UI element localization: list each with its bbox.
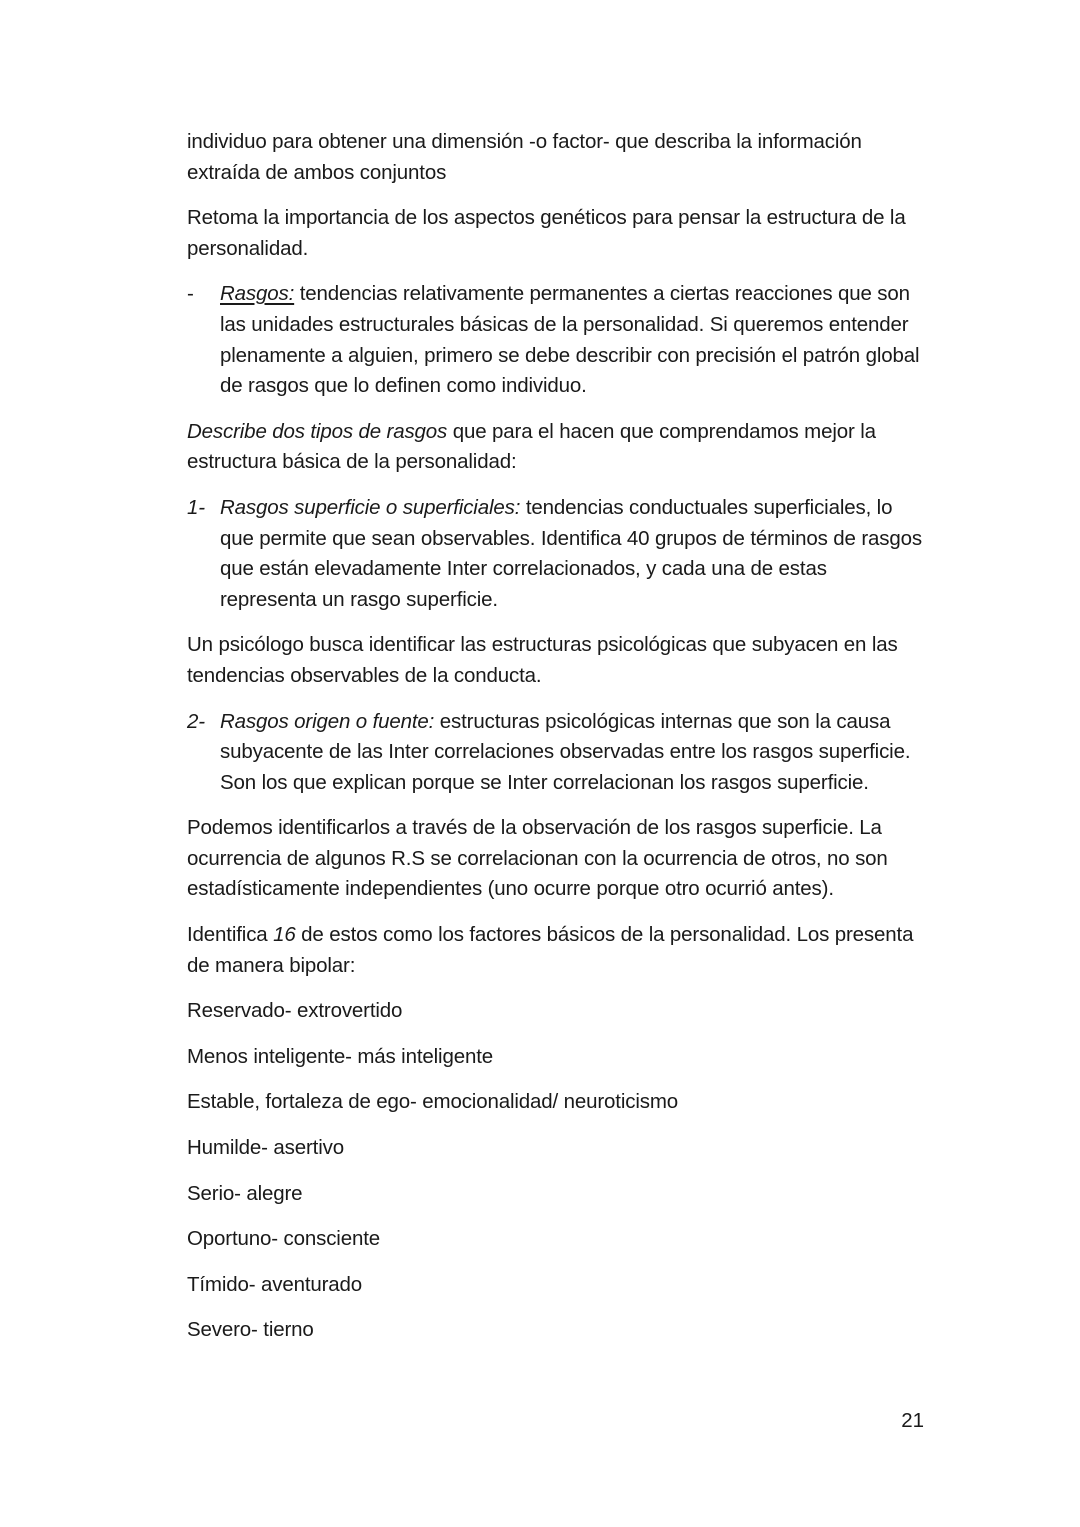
two-trait-types-text: que para el hacen que comprendamos mejor la estructura básica de la personalidad: [187, 419, 876, 474]
numbered-item-surface-traits [187, 493, 927, 615]
factor-item: Tímido- aventurado [187, 1272, 363, 1296]
factor-item: Menos inteligente- más inteligente [187, 1044, 493, 1068]
surface-traits-text: tendencias conductuales superficiales, lo que permite que sean observables. Identifica 40 grupos de términos de rasgos que están elevadamente Inter correlacionados, y cada una de estas representa un rasgo superficie. [220, 495, 922, 611]
number-marker-2: 2- [187, 709, 205, 733]
bullet-dash-marker: - [187, 282, 194, 306]
factor-item: Oportuno- consciente [187, 1227, 381, 1251]
term-surface-traits: Rasgos superficie o superficiales: [220, 495, 521, 519]
sixteen-factors-text: de estos como los factores básicos de la personalidad. Los presenta de manera bipolar: [187, 923, 914, 977]
paragraph-two-trait-types [187, 417, 927, 478]
factor-item: Estable, fortaleza de ego- emocionalidad/ neuroticismo [187, 1090, 679, 1114]
numbered-item-source-traits [187, 707, 927, 799]
number-marker-1: 1- [187, 495, 205, 519]
term-source-traits: Rasgos origen o fuente: [220, 709, 435, 733]
bipolar-factor-list [187, 996, 927, 1346]
factor-item: Serio- alegre [187, 1181, 303, 1205]
sixteen-number: 16 [273, 923, 296, 947]
rasgos-definition-text: tendencias relativamente permanentes a ciertas reacciones que son las unidades estructurales básicas de la personalidad. Si queremos entender plenamente a alguien, primero se debe describir con precisión el patrón global de rasgos que lo definen como individuo. [220, 282, 920, 398]
source-traits-text: estructuras psicológicas internas que son la causa subyacente de las Inter correlaciones observadas entre los rasgos superficie. Son los que explican porque se Inter correlacionan los rasgos superficie. [220, 709, 911, 794]
page-number: 21 [901, 1409, 924, 1432]
paragraph-sixteen-factors [187, 920, 927, 981]
paragraph-genetic-aspects: Retoma la importancia de los aspectos genéticos para pensar la estructura de la personalidad. [187, 206, 906, 260]
factor-item: Severo- tierno [187, 1318, 314, 1342]
paragraph-identification: Podemos identificarlos a través de la observación de los rasgos superficie. La ocurrencia de algunos R.S se correlacionan con la ocurrencia de otros, no son estadísticamente independientes (uno ocurre porque otro ocurrió antes). [187, 816, 888, 901]
two-trait-types-emphasis: Describe dos tipos de rasgos [187, 419, 448, 443]
document-page [187, 127, 927, 1361]
sixteen-factors-lead: Identifica [187, 923, 274, 947]
bullet-rasgos-definition [187, 279, 927, 401]
paragraph-psychologist-goal: Un psicólogo busca identificar las estructuras psicológicas que subyacen en las tendencias observables de la conducta. [187, 633, 898, 687]
factor-item: Humilde- asertivo [187, 1136, 344, 1160]
factor-item: Reservado- extrovertido [187, 999, 403, 1023]
term-rasgos: Rasgos: [220, 282, 295, 306]
paragraph-factor-dimension: individuo para obtener una dimensión -o factor- que describa la información extraída de ambos conjuntos [187, 130, 862, 184]
